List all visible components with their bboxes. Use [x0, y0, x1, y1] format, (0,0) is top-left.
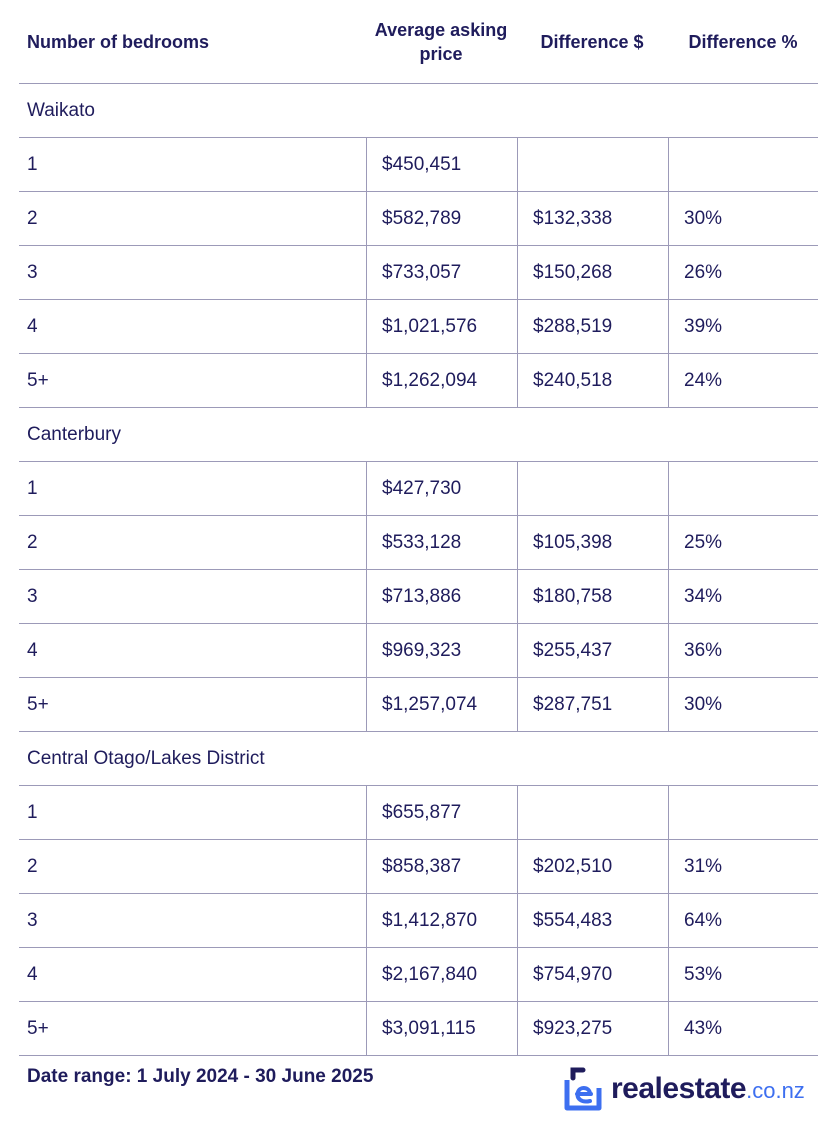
- table-row: [19, 246, 818, 300]
- bedrooms-cell: 4: [27, 963, 38, 985]
- bedrooms-cell: 1: [27, 153, 38, 175]
- region-row: [19, 84, 818, 138]
- difference-percent-cell: [668, 138, 818, 191]
- price-cell: $2,167,840: [366, 948, 517, 1001]
- date-range-note: Date range: 1 July 2024 - 30 June 2025: [27, 1066, 374, 1087]
- table-row: [19, 138, 818, 192]
- bedrooms-cell: 2: [27, 531, 38, 553]
- table-row: [19, 516, 818, 570]
- price-cell: $1,257,074: [366, 678, 517, 731]
- difference-dollar-cell: $105,398: [517, 516, 668, 569]
- difference-percent-cell: 39%: [668, 300, 818, 353]
- difference-percent-cell: 24%: [668, 354, 818, 407]
- table-row: [19, 624, 818, 678]
- bedrooms-cell: 3: [27, 261, 38, 283]
- region-name: Waikato: [27, 99, 95, 121]
- difference-dollar-cell: $132,338: [517, 192, 668, 245]
- table-row: [19, 1002, 818, 1056]
- price-cell: $713,886: [366, 570, 517, 623]
- bedrooms-cell: 5+: [27, 693, 49, 715]
- bedrooms-cell: 1: [27, 801, 38, 823]
- bedrooms-cell: 5+: [27, 369, 49, 391]
- region-name: Canterbury: [27, 423, 121, 445]
- difference-dollar-cell: $255,437: [517, 624, 668, 677]
- price-cell: $655,877: [366, 786, 517, 839]
- price-cell: $1,262,094: [366, 354, 517, 407]
- realestate-logo-icon: [563, 1066, 603, 1112]
- price-cell: $533,128: [366, 516, 517, 569]
- difference-dollar-cell: [517, 786, 668, 839]
- table-row: [19, 300, 818, 354]
- header-bedrooms: Number of bedrooms: [27, 31, 210, 52]
- difference-dollar-cell: $240,518: [517, 354, 668, 407]
- table-row: [19, 462, 818, 516]
- difference-percent-cell: [668, 462, 818, 515]
- price-cell: $1,021,576: [366, 300, 517, 353]
- difference-percent-cell: 30%: [668, 192, 818, 245]
- bedrooms-cell: 3: [27, 585, 38, 607]
- difference-percent-cell: 53%: [668, 948, 818, 1001]
- header-average-asking-price: Average asking price: [374, 19, 508, 64]
- difference-dollar-cell: $554,483: [517, 894, 668, 947]
- bedrooms-cell: 2: [27, 855, 38, 877]
- bedrooms-cell: 2: [27, 207, 38, 229]
- header-difference-dollar: Difference $: [540, 31, 644, 52]
- table-row: [19, 786, 818, 840]
- region-row: [19, 408, 818, 462]
- header-difference-percent: Difference %: [688, 31, 798, 52]
- price-cell: $3,091,115: [366, 1002, 517, 1055]
- price-cell: $969,323: [366, 624, 517, 677]
- difference-dollar-cell: $288,519: [517, 300, 668, 353]
- table-row: [19, 678, 818, 732]
- price-cell: $427,730: [366, 462, 517, 515]
- difference-percent-cell: 36%: [668, 624, 818, 677]
- logo-wordmark: realestate.co.nz: [611, 1072, 805, 1105]
- price-cell: $582,789: [366, 192, 517, 245]
- difference-dollar-cell: $150,268: [517, 246, 668, 299]
- difference-percent-cell: [668, 786, 818, 839]
- table-row: [19, 840, 818, 894]
- difference-dollar-cell: $923,275: [517, 1002, 668, 1055]
- table-row: [19, 192, 818, 246]
- difference-percent-cell: 34%: [668, 570, 818, 623]
- bedrooms-cell: 5+: [27, 1017, 49, 1039]
- realestate-logo: [563, 1066, 805, 1112]
- price-cell: $858,387: [366, 840, 517, 893]
- price-table: [19, 0, 818, 1056]
- table-row: [19, 354, 818, 408]
- difference-dollar-cell: [517, 462, 668, 515]
- difference-percent-cell: 30%: [668, 678, 818, 731]
- table-row: [19, 948, 818, 1002]
- difference-percent-cell: 25%: [668, 516, 818, 569]
- table-body: [19, 84, 818, 1056]
- difference-dollar-cell: $180,758: [517, 570, 668, 623]
- price-cell: $733,057: [366, 246, 517, 299]
- table-row: [19, 894, 818, 948]
- difference-percent-cell: 64%: [668, 894, 818, 947]
- bedrooms-cell: 3: [27, 909, 38, 931]
- difference-dollar-cell: $754,970: [517, 948, 668, 1001]
- difference-percent-cell: 26%: [668, 246, 818, 299]
- table-header: [19, 0, 818, 84]
- difference-dollar-cell: $287,751: [517, 678, 668, 731]
- difference-dollar-cell: $202,510: [517, 840, 668, 893]
- bedrooms-cell: 1: [27, 477, 38, 499]
- difference-dollar-cell: [517, 138, 668, 191]
- region-name: Central Otago/Lakes District: [27, 747, 265, 769]
- price-cell: $450,451: [366, 138, 517, 191]
- difference-percent-cell: 31%: [668, 840, 818, 893]
- price-cell: $1,412,870: [366, 894, 517, 947]
- region-row: [19, 732, 818, 786]
- difference-percent-cell: 43%: [668, 1002, 818, 1055]
- bedrooms-cell: 4: [27, 639, 38, 661]
- bedrooms-cell: 4: [27, 315, 38, 337]
- table-row: [19, 570, 818, 624]
